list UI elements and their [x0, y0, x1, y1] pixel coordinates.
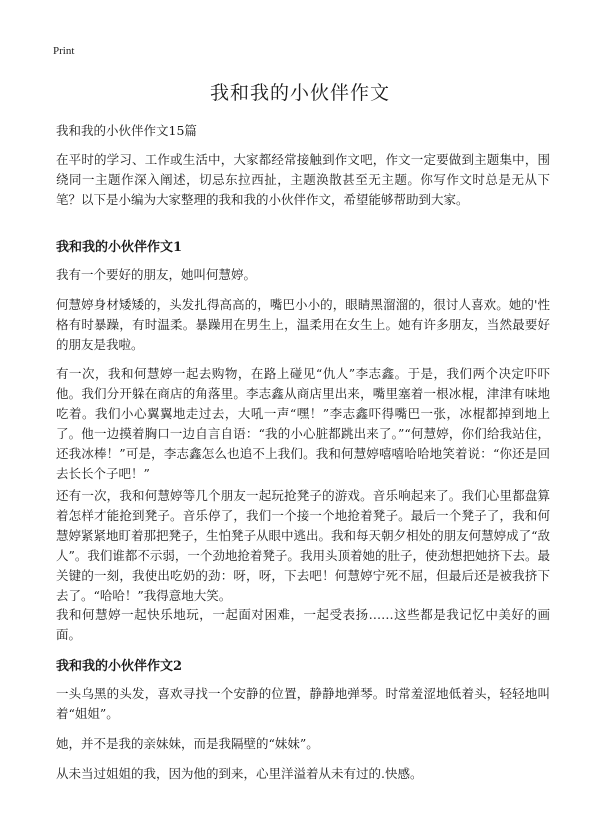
paragraph: 我有一个要好的朋友，她叫何慧婷。 [56, 267, 257, 282]
paragraph: 一头乌黑的头发，喜欢寻找一个安静的位置，静静地弹琴。时常羞涩地低着头，轻轻地叫着“姐姐”。 [56, 686, 550, 721]
paragraph: 有一次，我和何慧婷一起去购物，在路上碰见“仇人”李志鑫。于是，我们两个决定吓吓他。我们分开躲在商店的角落里。李志鑫从商店里出来，嘴里塞着一根冰棍，津津有味地吃着。我们小心翼翼地走过去，大吼一声“嘿！”李志鑫吓得嘴巴一张，冰棍都掉到地上了。他一边摸着胸口一边自言自语：“我的小心脏都跳出来了。”“何慧婷，你们给我站住，还我冰棒！”可是，李志鑫怎么也追不上我们。我和何慧婷嘻嘻哈哈地笑着说：“你还是回去长长个子吧！” [56, 366, 550, 481]
section-heading: 我和我的小伙伴作文1 [56, 240, 183, 255]
paragraph: 她，并不是我的亲妹妹，而是我隔壁的“妹妹”。 [56, 736, 319, 751]
print-link[interactable]: Print [53, 45, 75, 57]
paragraph: 我和何慧婷一起快乐地玩，一起面对困难，一起受表扬……这些都是我记忆中美好的画面。 [56, 607, 550, 642]
paragraph: 还有一次，我和何慧婷等几个朋友一起玩抢凳子的游戏。音乐响起来了。我们心里都盘算着怎样才能抢到凳子。音乐停了，我们一个接一个地抢着凳子。最后一个凳子了，我和何慧婷紧紧地盯着那把凳子，生怕凳子从眼中逃出。我和每天朝夕相处的朋友何慧婷成了“敌人”。我们谁都不示弱，一个劲地抢着凳子。我用头顶着她的肚子，使劲想把她挤下去。最关键的一刻，我使出吃奶的劲：呀，呀，下去吧！何慧婷宁死不屈，但最后还是被我挤下去了。“哈哈！”我得意地大笑。 [56, 488, 550, 603]
paragraph: 从未当过姐姐的我，因为他的到来，心里洋溢着从未有过的.快感。 [56, 766, 423, 781]
section-heading: 我和我的小伙伴作文2 [56, 659, 183, 674]
document-subtitle: 我和我的小伙伴作文15篇 [56, 123, 197, 138]
intro-paragraph: 在平时的学习、工作或生活中，大家都经常接触到作文吧，作文一定要做到主题集中，围绕同一主题作深入阐述，切忌东拉西扯，主题涣散甚至无主题。你写作文时总是无从下笔？以下是小编为大家整理的我和我的小伙伴作文，希望能够帮助到大家。 [56, 152, 550, 207]
page-title: 我和我的小伙伴作文 [209, 82, 390, 104]
paragraph: 何慧婷身材矮矮的，头发扎得高高的，嘴巴小小的，眼睛黑溜溜的，很讨人喜欢。她的'性格有时暴躁，有时温柔。暴躁用在男生上，温柔用在女生上。她有许多朋友，当然最要好的朋友是我啦。 [56, 297, 550, 352]
